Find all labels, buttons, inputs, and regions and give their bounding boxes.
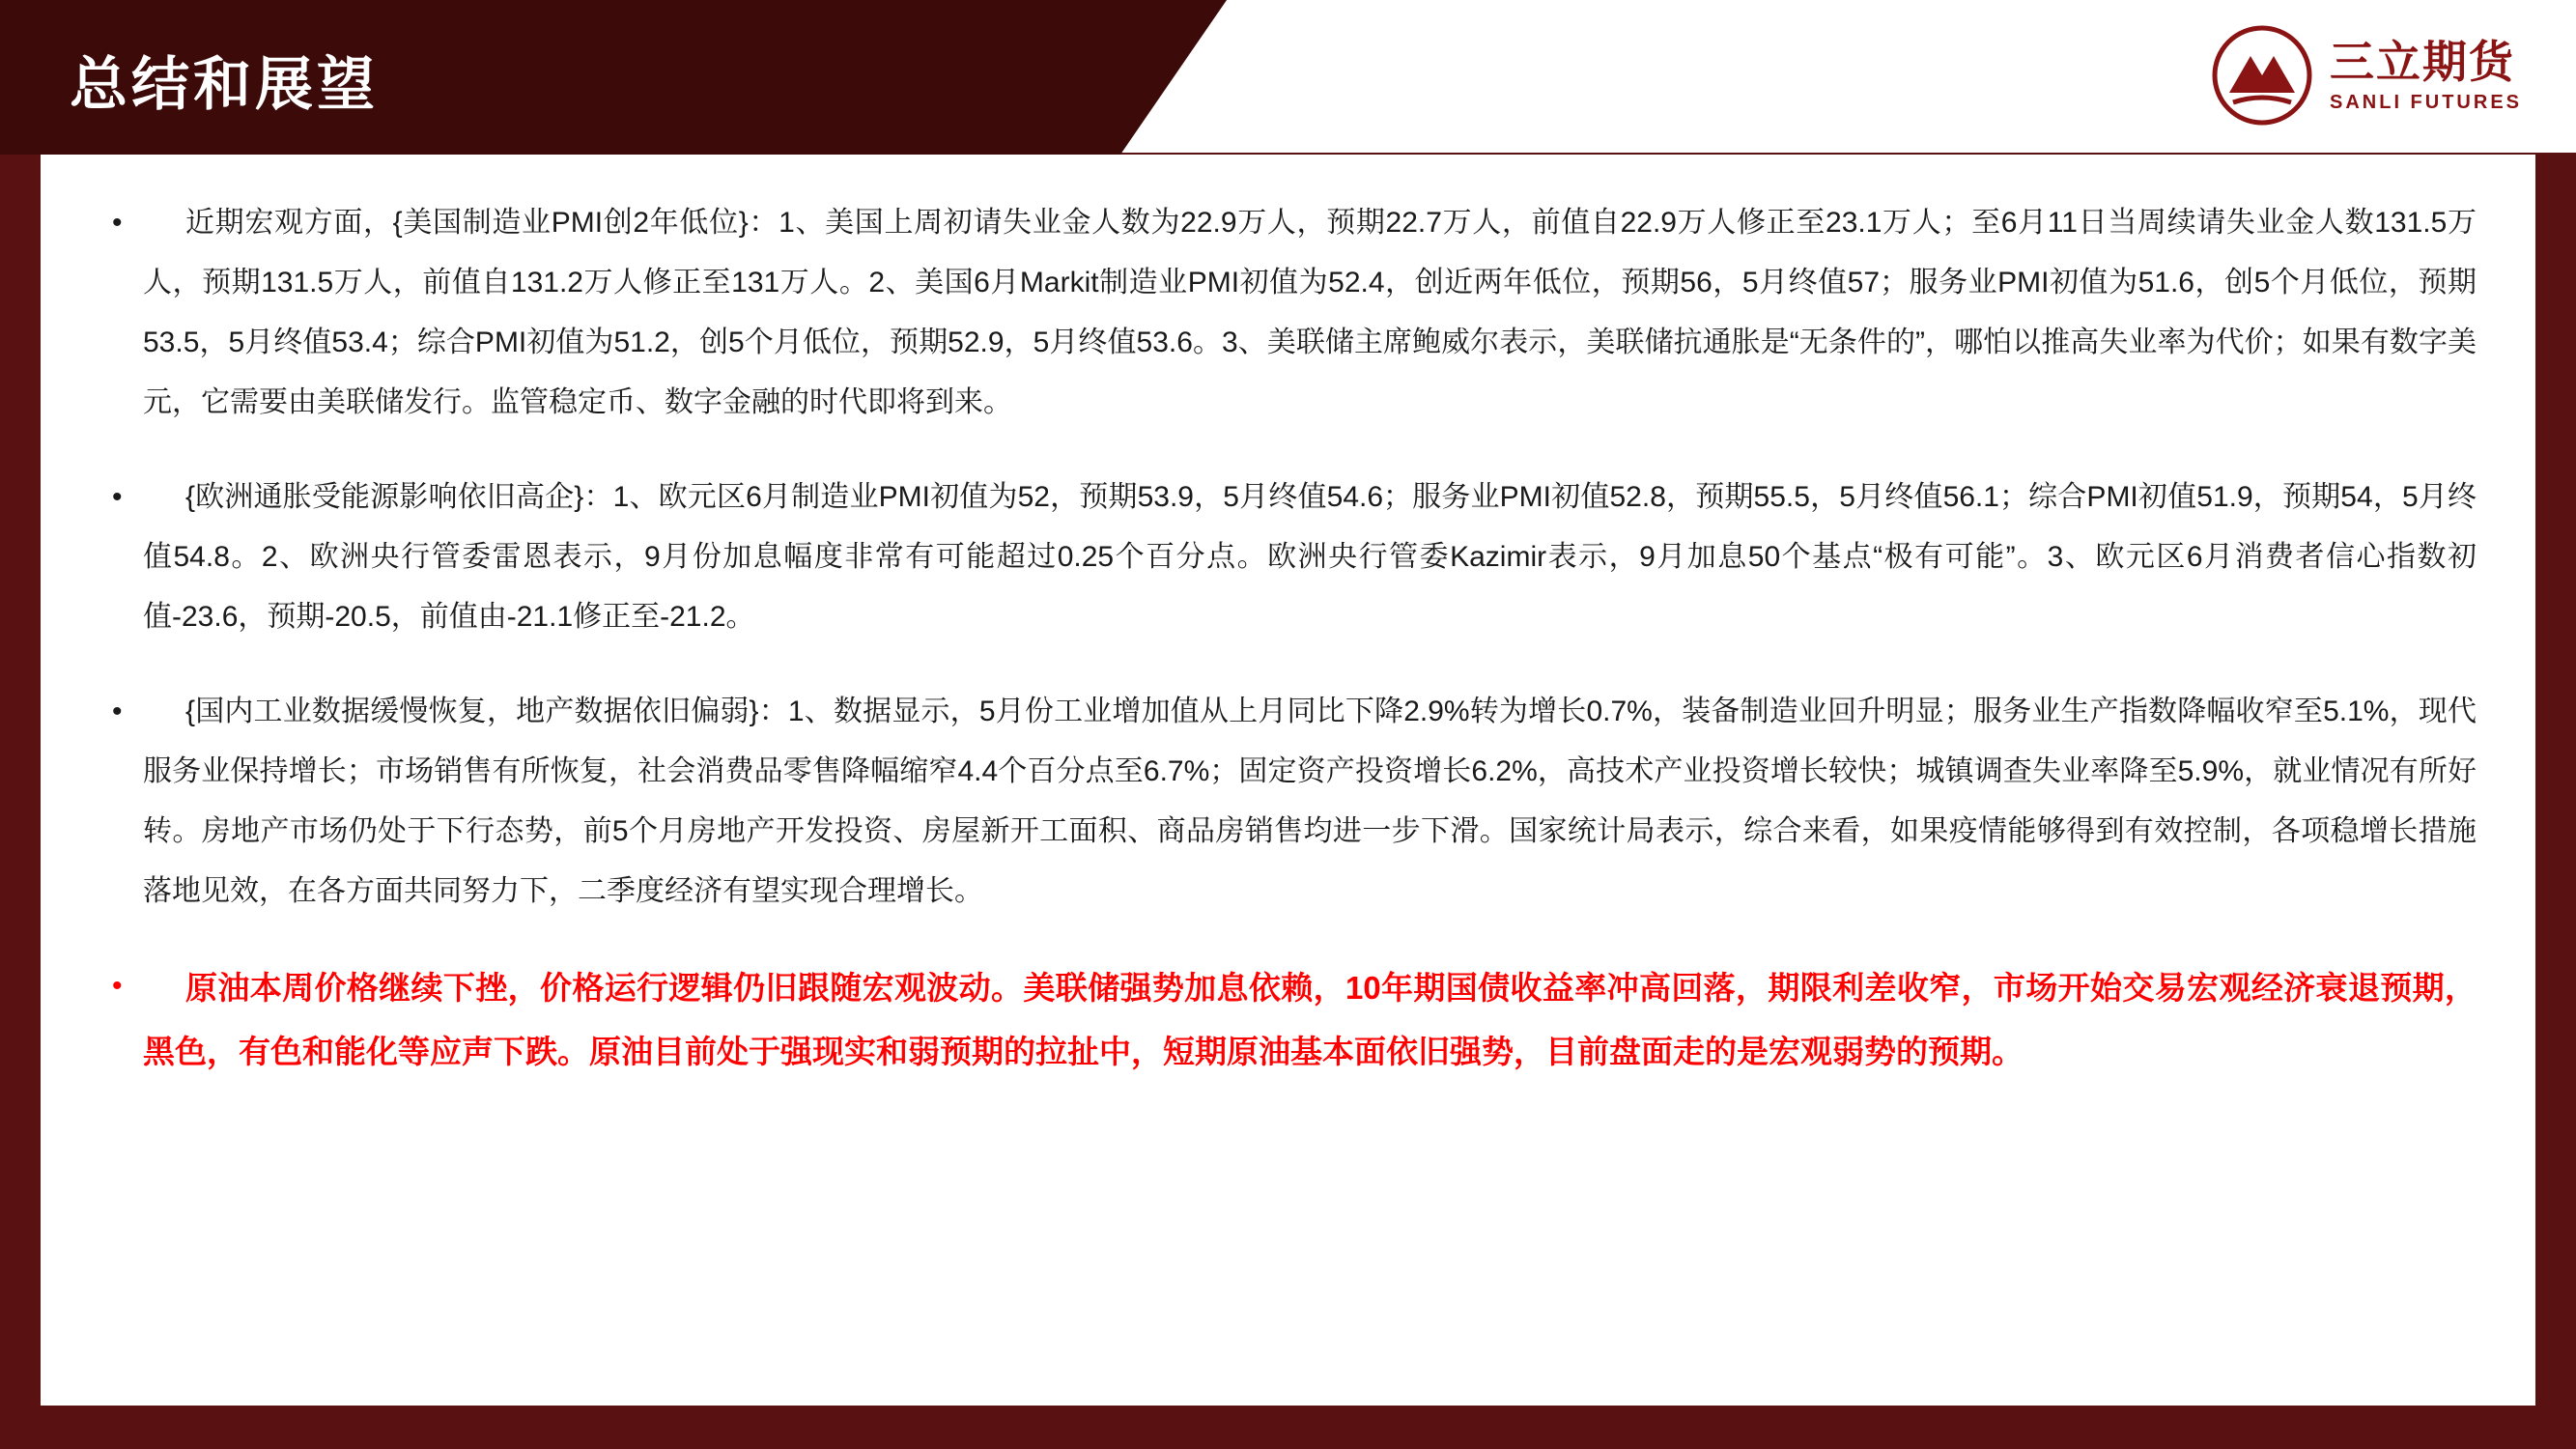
slide-content: [41, 155, 2535, 1406]
brand-name-cn: 三立期货: [2330, 36, 2515, 87]
page-title: 总结和展望: [70, 52, 379, 117]
paragraph-text-highlight: 原油本周价格继续下挫，价格运行逻辑仍旧跟随宏观波动。美联储强势加息依赖，10年期国债收益率冲高回落，期限利差收窄，市场开始交易宏观经济衰退预期，黑色，有色和能化等应声下跌。原油目前处于强现实和弱预期的拉扯中，短期原油基本面依旧强势，目前盘面走的是宏观弱势的预期。: [143, 970, 2477, 1069]
paragraph-text: 近期宏观方面，{美国制造业PMI创2年低位}：1、美国上周初请失业金人数为22.9万人，预期22.7万人，前值自22.9万人修正至23.1万人；至6月11日当周续请失业金人数131.5万人，预期131.5万人，前值自131.2万人修正至131万人。2、美国6月Markit制造业PMI初值为52.4，创近两年低位，预期56，5月终值57；服务业PMI初值为51.6，创5个月低位，预期53.5，5月终值53.4；综合PMI初值为51.2，创5个月低位，预期52.9，5月终值53.6。3、美联储主席鲍威尔表示，美联储抗通胀是“无条件的”，哪怕以推高失业率为代价；如果有数字美元，它需要由美联储发行。监管稳定币、数字金融的时代即将到来。: [143, 207, 2477, 418]
brand-logo: [2212, 25, 2522, 126]
paragraph-item-highlight: [100, 956, 2477, 1084]
brand-logo-text: [2330, 38, 2522, 114]
brand-name-en: SANLI FUTURES: [2330, 92, 2522, 114]
bullet-icon: •: [112, 696, 123, 727]
paragraph-item: [100, 682, 2477, 922]
mountain-logo-icon: [2212, 25, 2312, 126]
body-text-block: [100, 193, 2477, 1119]
paragraph-text: {国内工业数据缓慢恢复，地产数据依旧偏弱}：1、数据显示，5月份工业增加值从上月同比下降2.9%转为增长0.7%，装备制造业回升明显；服务业生产指数降幅收窄至5.1%，现代服务业保持增长；市场销售有所恢复，社会消费品零售降幅缩窄4.4个百分点至6.7%；固定资产投资增长6.2%，高技术产业投资增长较快；城镇调查失业率降至5.9%，就业情况有所好转。房地产市场仍处于下行态势，前5个月房地产开发投资、房屋新开工面积、商品房销售均进一步下滑。国家统计局表示，综合来看，如果疫情能够得到有效控制，各项稳增长措施落地见效，在各方面共同努力下，二季度经济有望实现合理增长。: [143, 696, 2477, 907]
paragraph-text: {欧洲通胀受能源影响依旧高企}：1、欧元区6月制造业PMI初值为52，预期53.9，5月终值54.6；服务业PMI初值52.8，预期55.5，5月终值56.1；综合PMI初值51.9，预期54，5月终值54.8。2、欧洲央行管委雷恩表示，9月份加息幅度非常有可能超过0.25个百分点。欧洲央行管委Kazimir表示，9月加息50个基点“极有可能”。3、欧元区6月消费者信心指数初值-23.6，预期-20.5，前值由-21.1修正至-21.2。: [143, 481, 2477, 633]
bullet-icon: •: [112, 207, 123, 239]
slide-header: [0, 0, 2576, 155]
paragraph-item: [100, 193, 2477, 433]
bullet-icon: •: [112, 970, 123, 1002]
paragraph-item: [100, 468, 2477, 647]
bullet-icon: •: [112, 481, 123, 513]
